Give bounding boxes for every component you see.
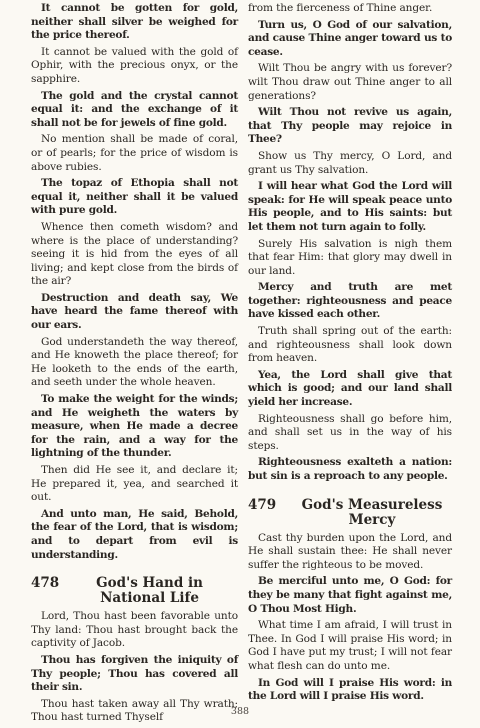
reading-title xyxy=(292,498,452,528)
reading-verse: Lord, Thou hast been favorable unto Thy land: Thou hast brought back the captivity of Jacob. xyxy=(31,610,238,650)
responsive-verse: I will hear what God the Lord will speak: for He will speak peace unto His people, and to His saints: but let them not turn again to folly. xyxy=(248,180,452,233)
responsive-verse: Yea, the Lord shall give that which is good; and our land shall yield her increase. xyxy=(248,368,452,409)
reading-verse: Righteousness shall go before him, and shall set us in the way of his steps. xyxy=(248,412,452,452)
reading-verse: Then did He see it, and declare it; He prepared it, yea, and searched it out. xyxy=(31,464,238,504)
reading-number: 479 xyxy=(248,496,277,513)
responsive-verse: It cannot be gotten for gold, neither shall silver be weighed for the price thereof. xyxy=(31,2,238,42)
reading-verse: Surely His salvation is nigh them that fear Him: that glory may dwell in our land. xyxy=(248,237,452,277)
reading-verse: It cannot be valued with the gold of Ophir, with the precious onyx, or the sapphire. xyxy=(31,45,238,85)
reading-verse: No mention shall be made of coral, or of pearls; for the price of wisdom is above rubies. xyxy=(31,133,238,173)
reading-title-line-1: God's Hand in xyxy=(96,575,203,592)
right-column xyxy=(248,2,452,704)
reading-verse: Wilt Thou be angry with us forever? wilt Thou draw out Thine anger to all generations? xyxy=(248,62,452,102)
responsive-verse: Mercy and truth are met together: righteousness and peace have kissed each other. xyxy=(248,281,452,321)
reading-title-line-1: God's Measureless xyxy=(301,496,443,513)
responsive-verse: Wilt Thou not revive us again, that Thy people may rejoice in Thee? xyxy=(248,106,452,146)
reading-heading-478 xyxy=(31,574,238,607)
reading-verse: Thou hast taken away all Thy wrath; Thou hast turned Thyself xyxy=(31,697,238,724)
responsive-verse: Destruction and death say, We have heard the fame thereof with our ears. xyxy=(31,291,238,332)
reading-verse-continued: from the fierceness of Thine anger. xyxy=(248,2,433,14)
left-column xyxy=(31,2,238,725)
reading-number: 478 xyxy=(31,575,60,592)
responsive-verse: Turn us, O God of our salvation, and cause Thine anger toward us to cease. xyxy=(248,18,452,58)
responsive-verse: The gold and the crystal cannot equal it: and the exchange of it shall not be for jewels of fine gold. xyxy=(31,89,238,129)
page-number: 388 xyxy=(230,706,250,717)
reading-title-line-2: Mercy xyxy=(348,511,396,528)
responsive-verse: To make the weight for the winds; and He weigheth the waters by measure, when He made a decree for the rain, and a way for the lightning of the thunder. xyxy=(31,393,238,460)
responsive-verse: In God will I praise His word: in the Lord will I praise His word. xyxy=(248,676,452,703)
reading-verse: Show us Thy mercy, O Lord, and grant us Thy salvation. xyxy=(248,149,452,176)
reading-verse: Cast thy burden upon the Lord, and He shall sustain thee: He shall never suffer the righteous to be moved. xyxy=(248,531,452,571)
reading-verse: Truth shall spring out of the earth: and righteousness shall look down from heaven. xyxy=(248,325,452,365)
responsive-verse: The topaz of Ethopia shall not equal it, neither shall it be valued with pure gold. xyxy=(31,177,238,217)
responsive-verse: Be merciful unto me, O God: for they be many that fight against me, O Thou Most High. xyxy=(248,575,452,615)
reading-verse: What time I am afraid, I will trust in Thee. In God I will praise His word; in God I have put my trust; I will not fear what flesh can do unto me. xyxy=(248,619,452,672)
reading-heading-479 xyxy=(248,496,452,526)
reading-verse: Whence then cometh wisdom? and where is the place of understanding? seeing it is hid from the eyes of all living; and kept close from the birds of the air? xyxy=(31,220,238,288)
responsive-verse: And unto man, He said, Behold, the fear of the Lord, that is wisdom; and to depart from evil is understanding. xyxy=(31,507,238,561)
responsive-verse: Thou has forgiven the iniquity of Thy people; Thou has covered all their sin. xyxy=(31,653,238,694)
responsive-verse: Righteousness exalteth a nation: but sin is a reproach to any people. xyxy=(248,456,452,482)
reading-title-line-2: National Life xyxy=(100,590,199,607)
reading-verse: God understandeth the way thereof, and He knoweth the place thereof; for He looketh to the ends of the earth, and seeth under the whole heaven. xyxy=(31,335,238,389)
reading-title xyxy=(69,576,230,606)
